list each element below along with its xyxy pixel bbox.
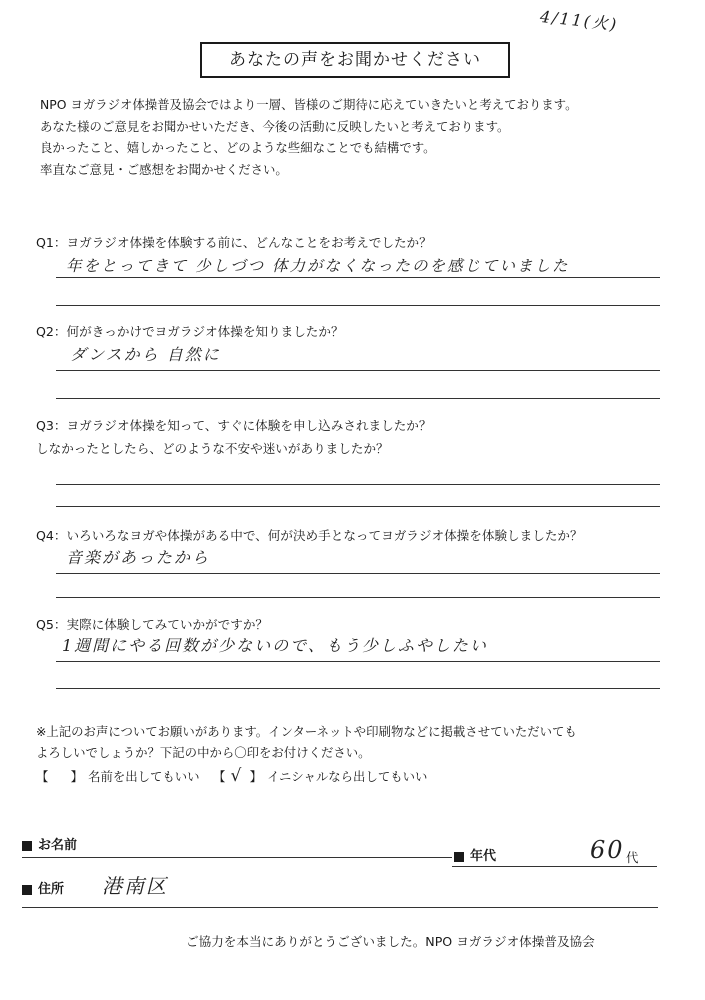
answer-line: [56, 597, 660, 598]
age-field-label: 年代: [454, 845, 496, 864]
intro-text: [40, 94, 577, 180]
answer-line: [56, 398, 660, 399]
age-field-suffix: 代: [626, 850, 639, 865]
answer-line: [56, 277, 660, 278]
option-bracket-close: 】: [70, 769, 83, 784]
intro-line: 良かったこと、嬉しかったこと、どのような些細なことでも結構です。: [40, 140, 436, 155]
address-field-line: [22, 907, 658, 908]
page-title: あなたの声をお聞かせください: [200, 42, 510, 78]
consent-line: ※上記のお声についてお願いがあります。インターネットや印刷物などに掲載させていただいても: [36, 724, 577, 739]
answer-line: [56, 305, 660, 306]
name-field-label: お名前: [22, 834, 77, 853]
question-4-label: Q4：いろいろなヨガや体操がある中で、何が決め手となってヨガラジオ体操を体験しましたか？: [36, 528, 583, 543]
option-bracket-open: 【: [213, 769, 226, 784]
intro-line: 率直なご意見・ご感想をお聞かせください。: [40, 161, 288, 177]
answer-line: [56, 573, 660, 574]
age-field-line: [452, 866, 657, 867]
intro-line: NPO ヨガラジオ体操普及協会ではより一層、皆様のご期待に応えていきたいと考えております。: [40, 97, 578, 112]
question-5-label: Q5：実際に体験してみていかがですか？: [36, 617, 269, 632]
bullet-square-icon: [22, 885, 32, 895]
address-field-label: 住所: [22, 878, 64, 897]
footer-thanks: ご協力を本当にありがとうございました。NPO ヨガラジオ体操普及協会: [186, 934, 595, 949]
answer-line: [56, 506, 660, 507]
answer-line: [56, 370, 660, 371]
question-4-answer[interactable]: 音楽があったから: [66, 548, 210, 567]
address-field-value[interactable]: 港南区: [102, 874, 168, 898]
option-label: イニシャルなら出してもいい: [267, 769, 428, 784]
handwritten-date: 4/11(火): [539, 6, 620, 35]
answer-line: [56, 688, 660, 689]
question-5-answer[interactable]: 1週間にやる回数が少ないので、もう少しふやしたい: [62, 636, 488, 655]
option-label: 名前を出してもいい: [88, 769, 200, 784]
question-2-label: Q2：何がきっかけでヨガラジオ体操を知りましたか？: [36, 324, 344, 339]
option-bracket-close: 】: [249, 769, 262, 784]
consent-notice: [36, 721, 577, 763]
consent-option-name[interactable]: [36, 766, 200, 785]
answer-line: [56, 484, 660, 485]
age-field-value[interactable]: 60: [590, 836, 625, 864]
name-field-line: [22, 857, 452, 858]
consent-line: よろしいでしょうか？下記の中から〇印をお付けください。: [36, 745, 371, 760]
consent-option-initial[interactable]: [213, 766, 427, 786]
option-checkmark[interactable]: √: [230, 766, 244, 786]
question-3-label: Q3：ヨガラジオ体操を知って、すぐに体験を申し込みされましたか？: [36, 418, 432, 433]
bullet-square-icon: [454, 852, 464, 862]
intro-line: あなた様のご意見をお聞かせいただき、今後の活動に反映したいと考えております。: [40, 118, 510, 134]
answer-line: [56, 661, 660, 662]
question-2-answer[interactable]: ダンスから 自然に: [70, 345, 221, 364]
question-1-label: Q1：ヨガラジオ体操を体験する前に、どんなことをお考えでしたか？: [36, 235, 432, 250]
option-bracket-open: 【: [36, 769, 49, 784]
bullet-square-icon: [22, 841, 32, 851]
question-3-label-2: しなかったとしたら、どのような不安や迷いがありましたか？: [36, 441, 389, 456]
question-1-answer[interactable]: 年をとってきて 少しづつ 体力がなくなったのを感じていました: [66, 257, 570, 275]
